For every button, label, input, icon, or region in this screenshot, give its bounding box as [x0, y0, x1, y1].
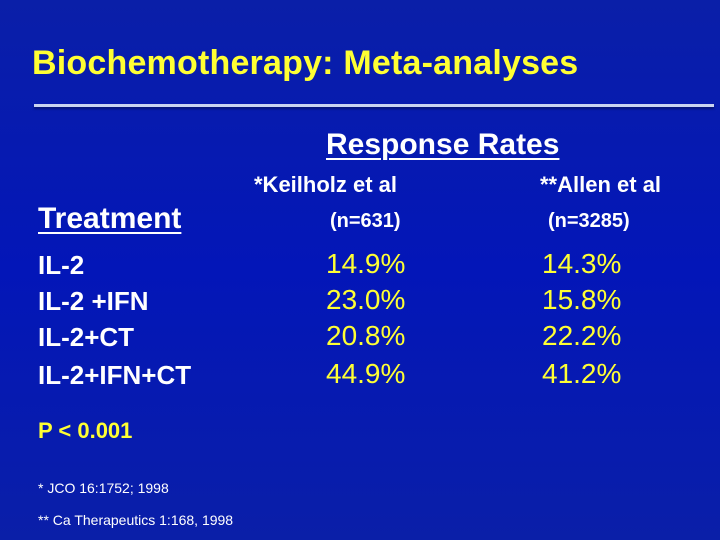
treatment-label: IL-2	[38, 250, 85, 280]
p-value: P < 0.001	[38, 418, 133, 443]
allen-value: 41.2%	[542, 358, 622, 389]
keilholz-value: 14.9%	[326, 248, 406, 279]
allen-value: 15.8%	[542, 284, 622, 315]
treatment-header: Treatment	[38, 202, 182, 235]
study-allen-n: (n=3285)	[548, 210, 630, 232]
study-allen-name: **Allen et al	[540, 172, 662, 197]
treatment-label: IL-2 +IFN	[38, 286, 149, 316]
footnote-keilholz: * JCO 16:1752; 1998	[38, 480, 169, 496]
keilholz-value: 23.0%	[326, 284, 406, 315]
slide-title: Biochemotherapy: Meta-analyses	[32, 44, 579, 82]
treatment-label: IL-2+IFN+CT	[38, 360, 192, 390]
study-keilholz-name: *Keilholz et al	[254, 172, 398, 197]
footnote-allen: ** Ca Therapeutics 1:168, 1998	[38, 512, 234, 528]
study-keilholz-n: (n=631)	[330, 210, 401, 232]
allen-value: 14.3%	[542, 248, 622, 279]
treatment-label: IL-2+CT	[38, 322, 135, 352]
response-rates-header: Response Rates	[326, 128, 560, 161]
allen-value: 22.2%	[542, 320, 622, 351]
keilholz-value: 44.9%	[326, 358, 406, 389]
title-divider	[34, 104, 714, 107]
keilholz-value: 20.8%	[326, 320, 406, 351]
